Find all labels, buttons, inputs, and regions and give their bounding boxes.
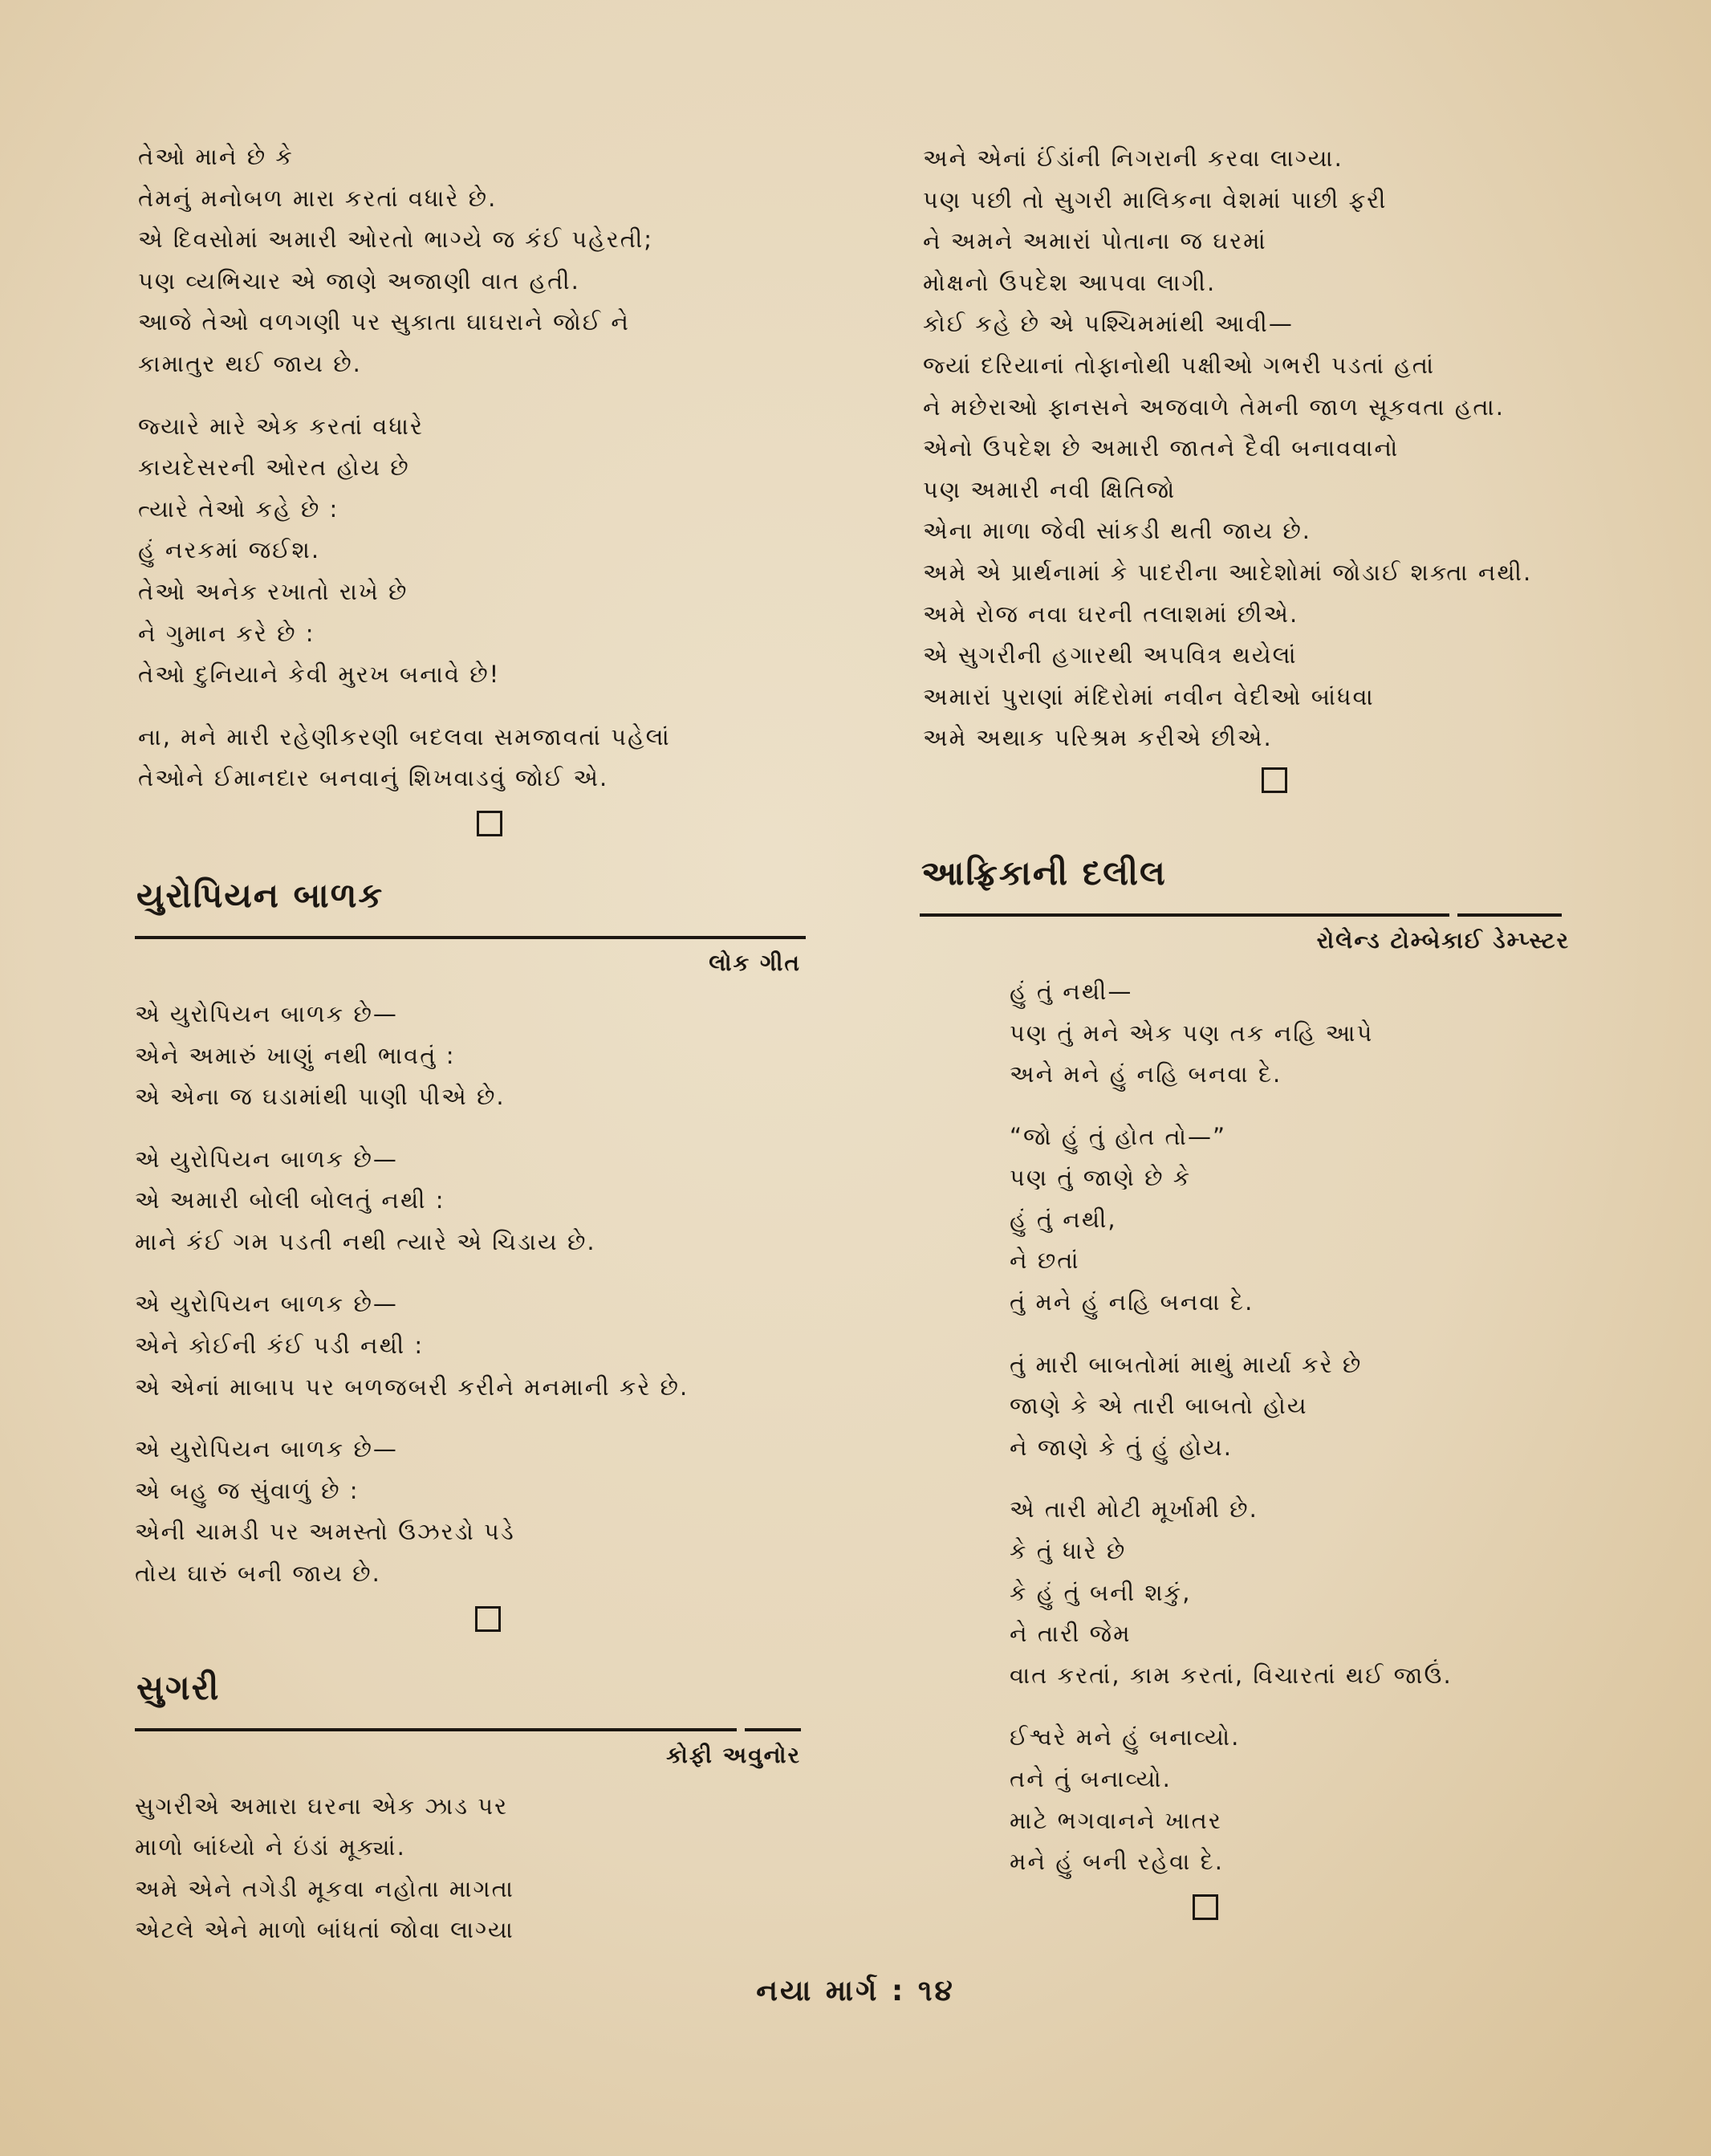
- end-of-poem-box: [477, 811, 502, 836]
- stanza: [923, 138, 1626, 759]
- poem-line: અમે રોજ નવા ઘરની તલાશમાં છીએ.: [923, 600, 1299, 628]
- poem-line: ઈશ્વરે મને હું બનાવ્યો.: [1010, 1723, 1241, 1751]
- stanza: [138, 406, 841, 696]
- poem-line: એટલે એને માળો બાંધતાં જોવા લાગ્યા: [135, 1916, 514, 1944]
- poem-line: એ એના જ ઘડામાંથી પાણી પીએ છે.: [135, 1083, 506, 1111]
- poem-line: એના માળા જેવી સાંકડી થતી જાય છે.: [923, 517, 1311, 545]
- poem-line: ને મછેરાઓ ફાનસને અજવાળે તેમની જાળ સૂકવતા હતા.: [923, 393, 1505, 421]
- european-child-poem: [135, 872, 841, 1632]
- poem-line: કે હું તું બની શકું,: [1010, 1578, 1192, 1606]
- poem-line: પણ વ્યભિચાર એ જાણે અજાણી વાત હતી.: [138, 266, 580, 295]
- poem-line: ને ગુમાન કરે છે :: [138, 619, 315, 647]
- poem-line: એ અમારી બોલી બોલતું નથી :: [135, 1186, 445, 1214]
- poem-line: “જો હું તું હોત તો—”: [1010, 1122, 1227, 1150]
- poem-line: સુગરીએ અમારા ઘરના એક ઝાડ પર: [135, 1792, 509, 1820]
- stanza: [135, 1283, 841, 1408]
- poem-line: ને અમને અમારાં પોતાના જ ઘરમાં: [923, 227, 1267, 255]
- poem-line: હું નરકમાં જઈશ.: [138, 536, 321, 564]
- left-column: [135, 136, 841, 1972]
- poem-line: એ યુરોપિયન બાળક છે—: [135, 1435, 398, 1463]
- poem-line: એને અમારું ખાણું નથી ભાવતું :: [135, 1041, 456, 1069]
- poem-line: કાયદેસરની ઓરત હોય છે: [138, 454, 410, 482]
- stanza: [135, 1786, 841, 1951]
- poem-line: પણ તું જાણે છે કે: [1010, 1164, 1192, 1192]
- poem-line: ના, મને મારી રહેણીકરણી બદલવા સમજાવતાં પહેલાં: [138, 722, 671, 751]
- poem-line: મને હું બની રહેવા દે.: [1010, 1848, 1224, 1876]
- poem-line: એને કોઈની કંઈ પડી નથી :: [135, 1332, 425, 1360]
- poem-line: કોઈ કહે છે એ પશ્ચિમમાંથી આવી—: [923, 310, 1294, 338]
- right-column: [920, 138, 1626, 1920]
- weaver-bird-continued: [920, 138, 1626, 793]
- poem-line: એ યુરોપિયન બાળક છે—: [135, 1145, 398, 1173]
- poem-byline: રોલેન્ડ ટોમ્બેકાઈ ડેમ્પ્સ્ટર: [1316, 926, 1570, 954]
- stanza: [135, 1429, 841, 1594]
- poem-line: તેઓ અનેક રખાતો રાખે છે: [138, 577, 408, 605]
- poem-line: પણ અમારી નવી ક્ષિતિજો: [923, 475, 1177, 503]
- poem-line: એની ચામડી પર અમસ્તો ઉઝરડો પડે: [135, 1518, 515, 1546]
- poem-line: એ બહુ જ સુંવાળું છે :: [135, 1476, 360, 1504]
- poem-line: જ્યાં દરિયાનાં તોફાનોથી પક્ષીઓ ગભરી પડતાં હતાં: [923, 351, 1436, 379]
- poem-byline: લોક ગીત: [709, 949, 801, 976]
- stanza: [1010, 1717, 1626, 1882]
- title-rule: [135, 936, 841, 939]
- end-of-poem-box: [475, 1606, 501, 1632]
- poem-line: ને તારી જેમ: [1010, 1620, 1132, 1648]
- poem-line: ત્યારે તેઓ કહે છે :: [138, 494, 339, 523]
- poem-line: માળો બાંધ્યો ને ઇંડાં મૂક્યાં.: [135, 1833, 406, 1861]
- poem-line: એ એનાં માબાપ પર બળજબરી કરીને મનમાની કરે છે.: [135, 1373, 689, 1401]
- poem-line: માને કંઈ ગમ પડતી નથી ત્યારે એ ચિડાય છે.: [135, 1227, 596, 1255]
- stanza: [138, 717, 841, 799]
- poem-line: તેમનું મનોબળ મારા કરતાં વધારે છે.: [138, 184, 498, 212]
- poem-title: આફ્રિકાની દલીલ: [921, 852, 1167, 893]
- poem-line: પણ પછી તો સુગરી માલિકના વેશમાં પાછી ફરી: [923, 185, 1388, 214]
- title-rule: [920, 913, 1626, 917]
- poem-line: અમે એને તગેડી મૂકવા નહોતા માગતા: [135, 1874, 514, 1902]
- poem-line: ને છતાં: [1010, 1247, 1080, 1275]
- poem-line: તેઓ માને છે કે: [138, 143, 294, 170]
- poem-line: અમે એ પ્રાર્થનામાં કે પાદરીના આદેશોમાં જોડાઈ શક્તા નથી.: [923, 558, 1533, 586]
- end-of-poem-box: [1262, 767, 1287, 793]
- poem-body: [920, 971, 1626, 1883]
- poem-line: એ યુરોપિયન બાળક છે—: [135, 1290, 398, 1318]
- poem-line: તું મને હું નહિ બનવા દે.: [1010, 1288, 1254, 1316]
- poem-line: જાણે કે એ તારી બાબતો હોય: [1010, 1392, 1308, 1420]
- stanza: [135, 994, 841, 1118]
- poem-line: હું તું નથી—: [1010, 977, 1133, 1005]
- poem-line: એ દિવસોમાં અમારી ઓરતો ભાગ્યે જ કંઈ પહેરતી;: [138, 226, 654, 254]
- poem-line: અમે અથાક પરિશ્રમ કરીએ છીએ.: [923, 724, 1273, 752]
- end-of-poem-box: [1193, 1894, 1218, 1920]
- poem-line: અને એનાં ઈંડાંની નિગરાની કરવા લાગ્યા.: [923, 144, 1343, 172]
- poem-line: એ સુગરીની હગારથી અપવિત્ર થયેલાં: [923, 641, 1298, 669]
- poem-line: વાત કરતાં, કામ કરતાં, વિચારતાં થઈ જાઉં.: [1010, 1661, 1453, 1689]
- stanza: [1010, 1344, 1626, 1469]
- poem-line: એ યુરોપિયન બાળક છે—: [135, 999, 398, 1027]
- stanza: [1010, 1489, 1626, 1696]
- poem-line: તને તું બનાવ્યો.: [1010, 1765, 1172, 1792]
- stanza: [135, 1139, 841, 1263]
- poem-line: કે તું ધારે છે: [1010, 1537, 1127, 1565]
- poem-line: માટે ભગવાનને ખાતર: [1010, 1806, 1222, 1834]
- poem-title: યુરોપિયન બાળક: [136, 875, 384, 915]
- title-rule: [135, 1728, 841, 1731]
- stanza: [1010, 1117, 1626, 1324]
- poem-line: તું મારી બાબતોમાં માથું માર્યા કરે છે: [1010, 1350, 1363, 1378]
- poem-line: મોક્ષનો ઉપદેશ આપવા લાગી.: [923, 268, 1217, 296]
- poem-line: અને મને હું નહિ બનવા દે.: [1010, 1060, 1282, 1088]
- poem-line: તેઓ દુનિયાને કેવી મુરખ બનાવે છે!: [138, 661, 501, 689]
- poem-line: હું તું નથી,: [1010, 1205, 1117, 1233]
- poem-line: તેઓને ઈમાનદાર બનવાનું શિખવાડવું જોઈ એ.: [138, 764, 609, 792]
- opening-poem: [135, 136, 841, 836]
- poem-byline: કોફી અવુનોર: [666, 1741, 801, 1768]
- poem-line: કામાતુર થઈ જાય છે.: [138, 349, 362, 377]
- poem-line: પણ તું મને એક પણ તક નહિ આપે: [1010, 1019, 1374, 1047]
- poem-line: એ તારી મોટી મૂર્ખામી છે.: [1010, 1495, 1258, 1523]
- poem-line: ને જાણે કે તું હું હોય.: [1010, 1433, 1233, 1461]
- poem-line: અમારાં પુરાણાં મંદિરોમાં નવીન વેદીઓ બાંધવા: [923, 682, 1375, 710]
- poem-line: જ્યારે મારે એક કરતાં વધારે: [138, 412, 424, 440]
- africa-argument-poem: [920, 849, 1626, 1920]
- poem-line: એનો ઉપદેશ છે અમારી જાતને દૈવી બનાવવાનો: [923, 434, 1400, 462]
- stanza: [1010, 971, 1626, 1096]
- poem-title: સુગરી: [136, 1667, 221, 1707]
- poem-line: તોય ઘારું બની જાય છે.: [135, 1560, 381, 1588]
- stanza: [138, 136, 841, 385]
- weaver-bird-poem: [135, 1664, 841, 1951]
- poem-line: આજે તેઓ વળગણી પર સુકાતા ઘાઘરાને જોઈ ને: [138, 308, 630, 336]
- page-footer: નયા માર્ગ : ૧૪: [756, 1975, 955, 2008]
